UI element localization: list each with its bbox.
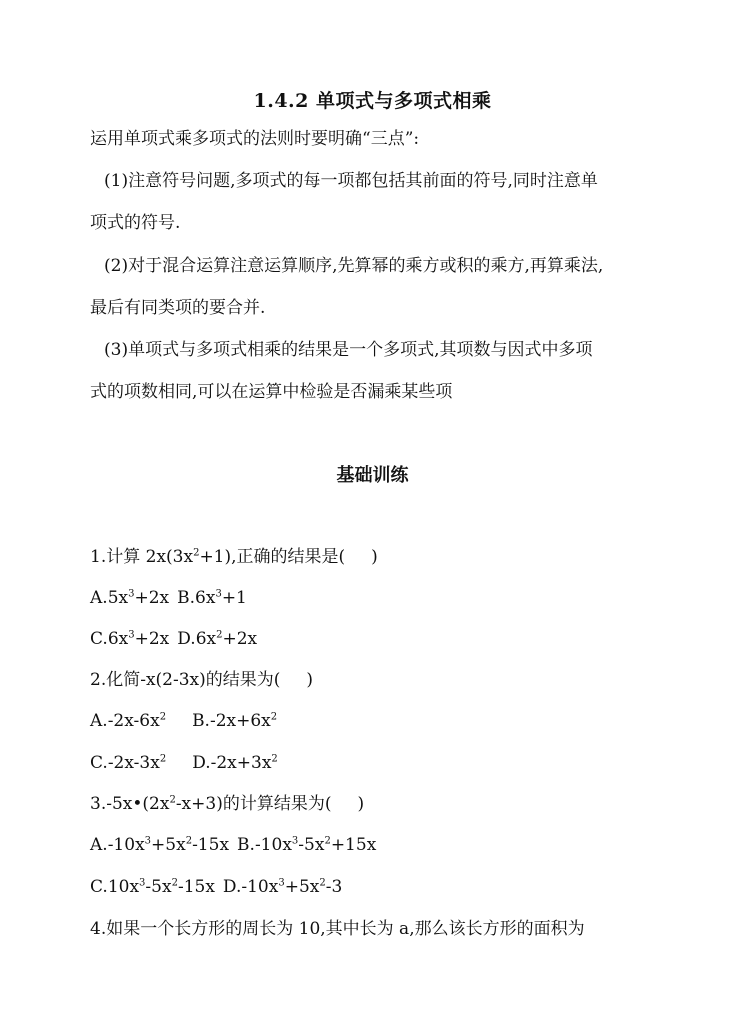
point-2-line-2: 最后有同类项的要合并. xyxy=(90,298,266,318)
option-a: $A.-2x-6x^2$ xyxy=(90,711,167,731)
question-1-stem: 1.计算 $2x(3x^2+1)$,正确的结果是( ) xyxy=(90,547,378,567)
option-a: $A.5x^3+2x$ xyxy=(90,588,170,608)
question-1-options-cd xyxy=(90,628,257,650)
point-1-line-1: (1)注意符号问题,多项式的每一项都包括其前面的符号,同时注意单 xyxy=(104,171,598,191)
option-d: $D.-10x^3+5x^2-3$ xyxy=(222,877,343,897)
intro-text: 运用单项式乘多项式的法则时要明确“三点”: xyxy=(90,129,420,149)
point-3-line-1: (3)单项式与多项式相乘的结果是一个多项式,其项数与因式中多项 xyxy=(104,340,593,360)
option-b: $B.6x^3+1$ xyxy=(177,588,247,608)
point-3-line-2: 式的项数相同,可以在运算中检验是否漏乘某些项 xyxy=(90,382,453,402)
question-3-options-ab xyxy=(90,834,376,856)
question-2-options-cd xyxy=(90,752,278,774)
option-c: $C.6x^3+2x$ xyxy=(90,629,170,649)
option-b: $B.-10x^3-5x^2+15x$ xyxy=(237,835,377,855)
section-title: 基础训练 xyxy=(336,465,409,486)
question-4-stem: 4.如果一个长方形的周长为 10,其中长为 a,那么该长方形的面积为 xyxy=(90,919,585,939)
option-d: $D.-2x+3x^2$ xyxy=(192,753,278,773)
question-3-options-cd xyxy=(90,876,342,898)
question-1-options-ab xyxy=(90,587,247,609)
option-d: $D.6x^2+2x$ xyxy=(177,629,258,649)
page-title: 1.4.2 单项式与多项式相乘 xyxy=(253,90,492,112)
point-1-line-2: 项式的符号. xyxy=(90,213,181,233)
option-c: $C.10x^3-5x^2-15x$ xyxy=(90,877,215,897)
option-c: $C.-2x-3x^2$ xyxy=(90,753,167,773)
option-a: $A.-10x^3+5x^2-15x$ xyxy=(90,835,230,855)
option-b: $B.-2x+6x^2$ xyxy=(192,711,278,731)
point-2-line-1: (2)对于混合运算注意运算顺序,先算幂的乘方或积的乘方,再算乘法, xyxy=(104,256,604,276)
question-2-stem: 2.化简-x(2-3x)的结果为( ) xyxy=(90,670,314,690)
question-2-options-ab xyxy=(90,710,277,732)
question-3-stem: $3.-5x•(2x^2-x+3)$的计算结果为( ) xyxy=(90,794,365,814)
